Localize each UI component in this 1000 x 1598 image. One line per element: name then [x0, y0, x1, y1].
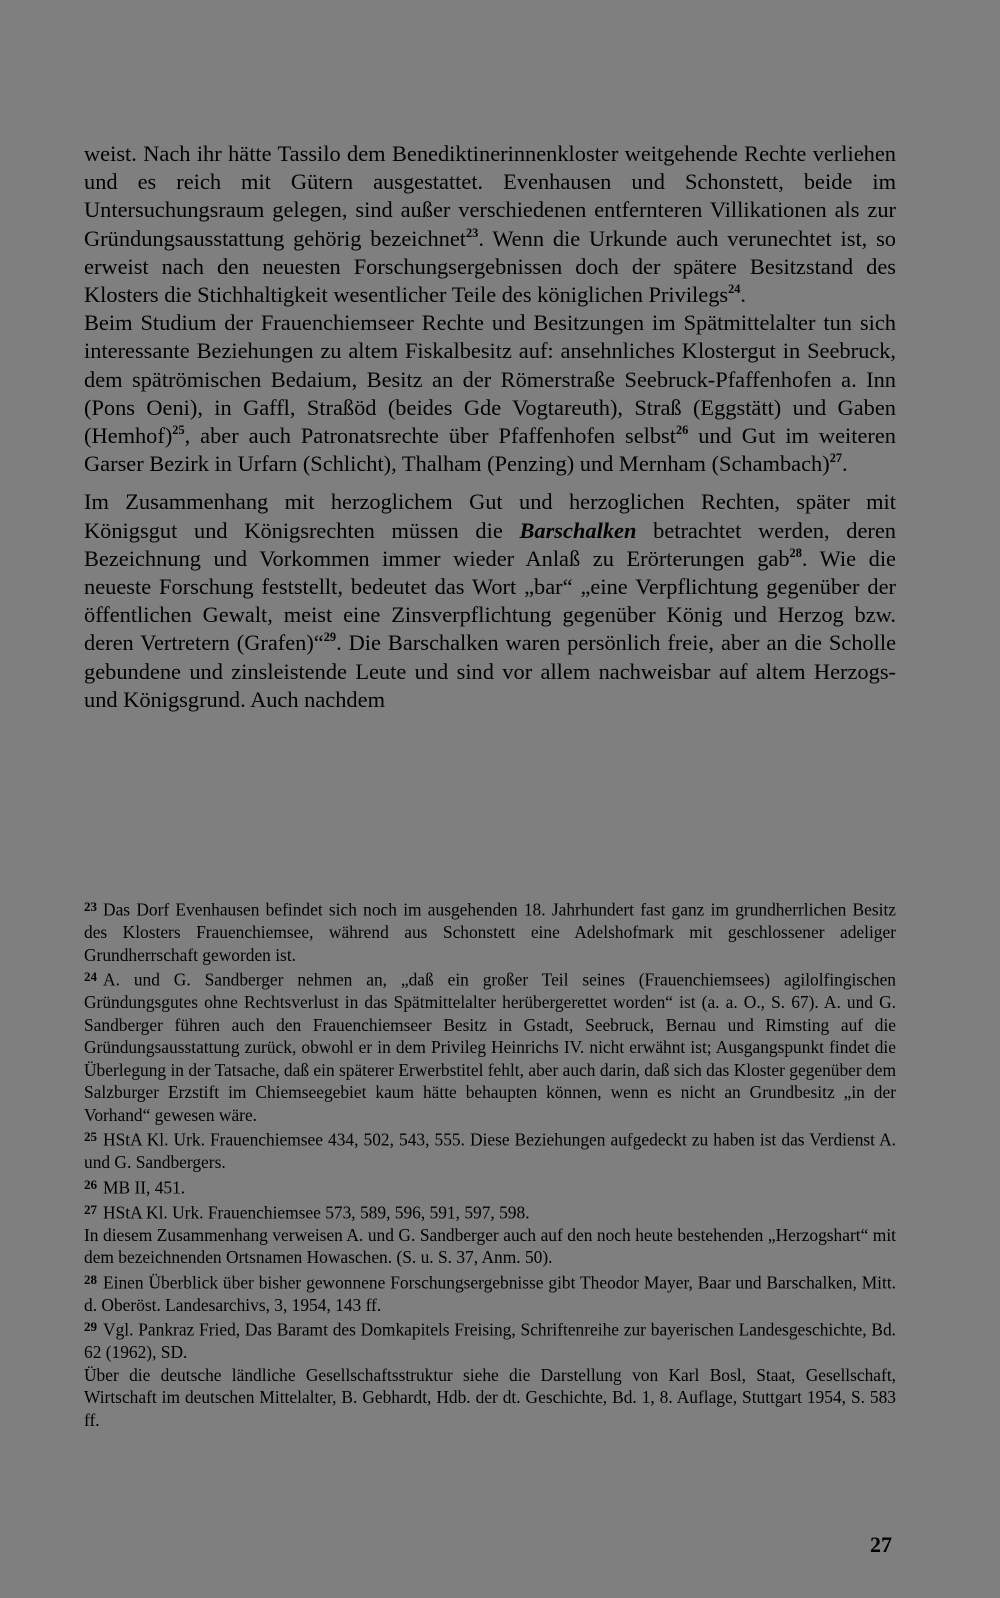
- footnote-item: [84, 1316, 896, 1364]
- paragraph-3-part-d: . Die Barschalken waren persönlich freie, aber an die Scholle gebundene und zinsleistende Leute und sind vor allem nachweisbar auf altem Herzogs- und Königsgrund. Auch nachdem: [84, 630, 897, 712]
- footnote-ref-26[interactable]: 26: [675, 422, 689, 437]
- footnote-ref-24[interactable]: 24: [728, 281, 741, 296]
- paragraph-3-part-c: . Wie die neueste Forschung feststellt, bedeutet das Wort „bar“ „eine Verpflichtung gegenüber der öffentlichen Gewalt, meist eine Zinsverpflichtung gegenüber König und Herzog bzw. deren Vertretern (Grafen)“: [84, 545, 896, 656]
- footnote-ref-25[interactable]: 25: [172, 422, 185, 437]
- footnote-number: 27: [84, 1201, 98, 1217]
- footnote-text: Das Dorf Evenhausen befindet sich noch im ausgehenden 18. Jahrhundert fast ganz im grundherrlichen Besitz des Klosters Frauenchiemsee, während aus Schonstett eine Adelshofmark mit geschlossener adeliger Grundherrschaft geworden ist.: [84, 899, 896, 965]
- paragraph-2: [84, 309, 896, 478]
- footnote-number: 25: [84, 1129, 98, 1145]
- footnote-text: HStA Kl. Urk. Frauenchiemsee 434, 502, 543, 555. Diese Beziehungen aufgedeckt zu haben ist das Verdienst A. und G. Sandbergers.: [84, 1129, 896, 1173]
- footnote-text: Vgl. Pankraz Fried, Das Baramt des Domkapitels Freising, Schriftenreihe zur bayerischen Landesgeschichte, Bd. 62 (1962), SD.: [84, 1319, 896, 1363]
- footnote-item: [84, 1364, 896, 1432]
- footnote-text: MB II, 451.: [103, 1177, 186, 1198]
- paragraph-1: [84, 140, 896, 309]
- footnote-item: [84, 1126, 896, 1174]
- footnote-item: [84, 1174, 896, 1199]
- footnote-item: [84, 1224, 896, 1269]
- footnote-number: 24: [84, 969, 98, 985]
- footnote-text: Über die deutsche ländliche Gesellschaftsstruktur siehe die Darstellung von Karl Bosl, Staat, Gesellschaft, Wirtschaft im deutschen Mittelalter, B. Gebhardt, Hdb. der dt. Geschichte, Bd. 1, 8. Auflage, Stuttgart 1954, S. 583 ff.: [84, 1364, 896, 1430]
- paragraph-3-part-b: betrachtet werden, deren Bezeichnung und Vorkommen immer wieder Anlaß zu Erörterungen gab: [84, 517, 896, 571]
- paragraph-1-part-c: .: [740, 282, 747, 308]
- paragraph-2-part-a: Beim Studium der Frauenchiemseer Rechte und Besitzungen im Spätmittelalter tun sich interessante Beziehungen zu altem Fiskalbesitz auf: ansehnliches Klostergut in Seebruck, dem spätrömischen Bedaium, Besitz an der Römerstraße Seebruck-Pfaffenhofen a. Inn (Pons Oeni), in Gaffl, Straßöd (beides Gde Vogtareuth), Straß (Eggstätt) und Gaben (Hemhof): [84, 310, 896, 449]
- footnote-text: In diesem Zusammenhang verweisen A. und G. Sandberger auch auf den noch heute bestehenden „Herzogshart“ mit dem bezeichnenden Ortsnamen Howaschen. (S. u. S. 37, Anm. 50).: [84, 1224, 896, 1268]
- emphasized-term: Barschalken: [519, 517, 637, 543]
- footnote-ref-28[interactable]: 28: [789, 545, 802, 560]
- footnote-text: HStA Kl. Urk. Frauenchiemsee 573, 589, 596, 591, 597, 598.: [103, 1202, 530, 1223]
- paragraph-2-part-d: .: [842, 451, 848, 477]
- footnote-number: 26: [84, 1176, 98, 1192]
- footnote-ref-27[interactable]: 27: [829, 451, 843, 465]
- footnote-number: 23: [84, 899, 98, 914]
- footnote-item: [84, 896, 896, 966]
- main-text: [84, 140, 896, 714]
- footnote-item: [84, 966, 896, 1126]
- footnote-text: A. und G. Sandberger nehmen an, „daß ein großer Teil seines (Frauenchiemsees) agilolfingischen Gründungsgutes ohne Rechtsverlust in das Spätmittelalter herübergerettet worden“ ist (a. a. O., S. 67). A. und G. Sandberger führen auch den Frauenchiemseer Besitz in Gstadt, Seebruck, Bernau und Rimsting auf die Gründungsausstattung zurück, obwohl er in dem Privileg Heinrichs IV. nicht erwähnt ist; Ausgangspunkt findet die Überlegung in der Tatsache, daß ein späterer Erwerbstitel fehlt, aber auch darin, daß sich das Kloster gegenüber dem Salzburger Erzstift im Chiemseegebiet kaum hätte behaupten können, wenn es nicht an Grundbesitz „in der Vorhand“ gewesen wäre.: [84, 969, 896, 1125]
- footnote-item: [84, 1199, 896, 1224]
- paragraph-1-part-a: weist. Nach ihr hätte Tassilo dem Benediktinerinnenkloster weitgehende Rechte verliehen und es reich mit Gütern ausgestattet. Evenhausen und Schonstett, beide im Untersuchungsraum gelegen, sind außer verschiedenen entfernteren Villikationen als zur Gründungsausstattung gehörig bezeichnet: [84, 141, 896, 251]
- footnote-number: 29: [84, 1319, 98, 1335]
- page-number: 27: [870, 1532, 892, 1557]
- paragraph-1-part-b: . Wenn die Urkunde auch verunechtet ist, so erweist nach den neuesten Forschungsergebnissen doch der spätere Besitzstand des Klosters die Stichhaltigkeit wesentlicher Teile des königlichen Privilegs: [84, 225, 896, 308]
- paragraph-2-part-c: und Gut im weiteren Garser Bezirk in Urfarn (Schlicht), Thalham (Penzing) und Mernham (Schambach): [84, 423, 896, 477]
- paragraph-3: [84, 488, 896, 714]
- footnote-ref-23[interactable]: 23: [466, 225, 479, 240]
- footnote-text: Einen Überblick über bisher gewonnene Forschungsergebnisse gibt Theodor Mayer, Baar und Barschalken, Mitt. d. Oberöst. Landesarchivs, 3, 1954, 143 ff.: [84, 1272, 896, 1315]
- paragraph-2-part-b: , aber auch Patronatsrechte über Pfaffenhofen selbst: [184, 423, 676, 449]
- footnote-ref-29[interactable]: 29: [323, 630, 337, 645]
- footnotes: [84, 896, 896, 1431]
- footnote-number: 28: [84, 1271, 98, 1287]
- footnote-item: [84, 1269, 896, 1317]
- paragraph-3-part-a: Im Zusammenhang mit herzoglichem Gut und herzoglichen Rechten, später mit Königsgut und Königsrechten müssen die: [84, 489, 896, 543]
